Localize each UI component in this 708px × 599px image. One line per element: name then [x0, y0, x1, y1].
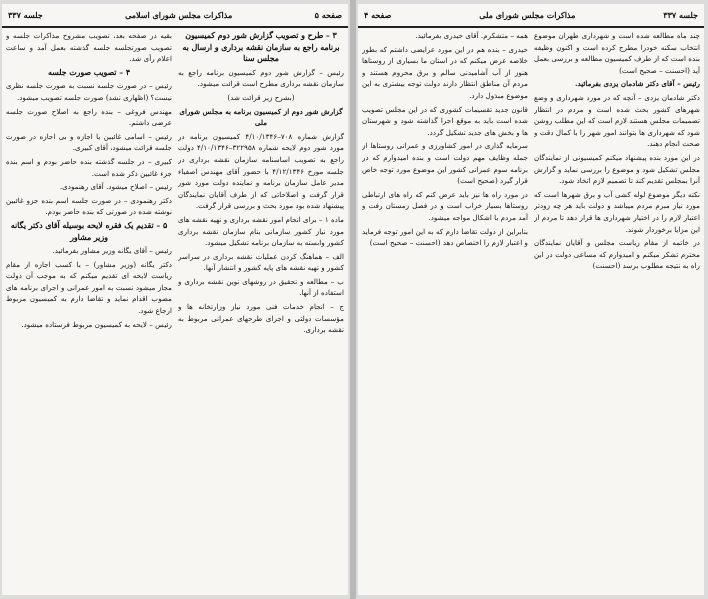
- text-column: [178, 30, 344, 591]
- paragraph: قانون جدید تقسیمات کشوری که در این مجلس تصویب شده است باید به موقع اجرا گذاشته شود و شهرستان ها و بخش های جدید تشکیل گردد.: [362, 104, 528, 137]
- text-column: [534, 30, 700, 591]
- paragraph: در خاتمه از مقام ریاست مجلس و آقایان نمایندگان محترم تشکر میکنم و امیدوارم که مساعی دولت در این راه به نتیجه مطلوب برسد (احسنت): [534, 238, 700, 271]
- paragraph: همه – متشکرم. آقای حیدری بفرمائید.: [415, 31, 528, 40]
- paragraph: رئیس – گزارش شور دوم کمیسیون برنامه راجع به سازمان نقشه برداری مطرح است قرائت میشود.: [178, 67, 344, 89]
- journal-title: مذاکرات مجلس شورای اسلامی: [125, 10, 233, 20]
- paragraph: در مورد راه ها نیز باید عرض کنم که راه های ارتباطی روستاها بسیار خراب است و در فصل زمستان رفت و آمد مردم با اشکال مواجه میشود.: [362, 189, 528, 222]
- paragraph: رئیس – اسامی غائبین با اجازه و بی اجازه در صورت جلسه قرائت میشود، آقای کبیری.: [6, 131, 172, 153]
- section-heading: ۵ – تقدیم یک فقره لایحه بوسیله آقای دکتر یگانه وزیر مشاور: [10, 220, 168, 242]
- book-gutter: [350, 0, 356, 599]
- left-page: [2, 4, 348, 595]
- paragraph: گزارش شور دوم از کمیسیون برنامه به مجلس شورای ملی: [179, 106, 343, 128]
- paragraph: بقیه در صفحه بعد، تصویب مشروح مذاکرات جلسه و تصویب صورتجلسه جلسه گذشته بعمل آمد و ساعت اعلام رأی شد.: [6, 31, 172, 64]
- paragraph: در این مورد بنده پیشنهاد میکنم کمیسیونی از نمایندگان مجلس تشکیل شود و موضوع را بررسی نماید و گزارش آنرا بمجلس تقدیم کند تا تصمیم لازم اتخاذ شود.: [534, 152, 700, 186]
- paragraph: رئیس – آقای یگانه وزیر مشاور بفرمائید.: [52, 246, 172, 256]
- right-page: [358, 4, 704, 595]
- paragraph: بنابراین از دولت تقاضا دارم که به این امور توجه فرماید و اعتبار لازم را اختصاص دهد (احسنت – صحیح است): [362, 226, 528, 248]
- section-heading: ۴ – تصویب صورت جلسه: [47, 67, 131, 77]
- page-label: صفحه ۵: [314, 10, 342, 20]
- text-column: [362, 30, 528, 591]
- left-page-columns: [6, 30, 344, 591]
- paragraph: سرمایه گذاری در امور کشاورزی و عمرانی روستاها از جمله وظایف مهم دولت است و بنده امیدوارم که در برنامه سوم عمرانی کشور این موضوع مورد توجه خاص قرار گیرد (صحیح است): [362, 141, 528, 186]
- text-column: [6, 30, 172, 591]
- paragraph: ماده ۱ – برای انجام امور نقشه برداری و تهیه نقشه های مورد نیاز کشور سازمانی بنام سازمان نقشه برداری کشور وابسته به سازمان برنامه تشکیل میشود.: [178, 214, 344, 248]
- paragraph: حیدری – بنده هم در این مورد عرایضی داشتم که بطور خلاصه عرض میکنم که در استان ما بسیاری از روستاها هنوز از آب آشامیدنی سالم و برق محروم هستند و مردم آن مناطق انتظار دارند دولت توجه بیشتری به این موضوع مبذول دارد.: [362, 44, 528, 100]
- paragraph: (بشرح زیر قرائت شد): [227, 92, 295, 102]
- paragraph: ج – انجام خدمات فنی مورد نیاز وزارتخانه ها و مؤسسات دولتی و اجرای طرحهای عمرانی مربوط به نقشه برداری.: [178, 302, 344, 335]
- section-heading: ۳ – طرح و تصویب گزارش شور دوم کمیسیون برنامه راجع به سازمان نقشه برداری و ارسال به مجلس سنا: [182, 31, 340, 64]
- session-label: جلسه ۳۳۷: [8, 10, 43, 20]
- paragraph: نکته دیگر موضوع لوله کشی آب و برق شهرها است که مورد نیاز مبرم مردم میباشد و دولت باید هر چه زودتر اعتبار لازم را در اختیار شهرداری ها قرار دهد تا مردم از این مزایا برخوردار شوند.: [534, 189, 700, 234]
- paragraph: دکتر یگانه (وزیر مشاور) – با کسب اجازه از مقام ریاست لایحه ای تقدیم میکنم که به موجب آن دولت مجاز میشود نسبت به امور عمرانی و اجرای برنامه های مصوب اقدام نماید و تقاضا دارم به کمیسیون مربوط ارجاع شود.: [6, 259, 172, 316]
- paragraph: الف – هماهنگ کردن عملیات نقشه برداری در سراسر کشور و تهیه نقشه های پایه کشور و انتشار آنها.: [178, 251, 344, 273]
- paragraph: رئیس – لایحه به کمیسیون مربوط فرستاده میشود.: [21, 319, 172, 329]
- paragraph: دکتر شادمان یزدی – آنچه که در مورد شهرداری و وضع شهرهای کشور بحث شده است و مردم در انتظار تصمیمات مجلس هستند لازم است که این مطلب روشن شود که شهرداری ها بتوانند امور شهر را با کمال دقت و صحت انجام دهند.: [534, 92, 700, 149]
- paragraph: دکتر رهنمودی – در صورت جلسه اسم بنده جزو غائبین نوشته شده در صورتی که بنده حاضر بودم.: [6, 195, 172, 217]
- paragraph: رئیس – در صورت جلسه نسبت به صورت جلسه نظری نیست؟ (اظهاری نشد) صورت جلسه تصویب میشود.: [6, 81, 172, 102]
- right-page-columns: [362, 30, 700, 591]
- paragraph: مهندس فروغی – بنده راجع به اصلاح صورت جلسه عرضی داشتم.: [6, 106, 172, 128]
- journal-title: مذاکرات مجلس شورای ملی: [479, 10, 576, 20]
- left-page-header: [2, 4, 348, 28]
- paragraph: رئیس – آقای دکتر شادمان یزدی بفرمائید.: [574, 79, 700, 89]
- paragraph: گزارش شماره ۷۰۸–۴/۱۰/۱۳۴۶ کمیسیون برنامه در مورد شور دوم لایحه شماره ۳۲۲۹۵۸–۴/۱۰/۱۳۴۶ دولت راجع به تصویب اساسنامه سازمان نقشه برداری در جلسه مورخ ۴/۱۲/۱۳۴۶ با حضور آقای مهندس اصفیاء مدیر عامل سازمان برنامه و نماینده دولت مورد شور قرار گرفت و اصلاحاتی که از طرف آقایان نمایندگان پیشنهاد شده بود مورد بحث و بررسی قرار گرفت.: [178, 131, 344, 211]
- paragraph: رئیس – اصلاح میشود. آقای رهنمودی.: [59, 182, 172, 192]
- right-page-header: [358, 4, 704, 28]
- paragraph: چند ماه مطالعه شده است و شهرداری طهران موضوع انتخاب سکنه خودرا مطرح کرده است و اکنون وظیفه بنده است که از طرف کمیسیون مطالعه و بررسی بعمل آید (احسنت – صحیح است): [534, 31, 700, 75]
- page-label: صفحه ۴: [364, 10, 392, 20]
- session-label: جلسه ۳۳۷: [663, 10, 698, 20]
- paragraph: کبیری – در جلسه گذشته بنده حاضر بودم و اسم بنده جزء غائبین ذکر شده است.: [6, 156, 172, 178]
- paragraph: ب – مطالعه و تحقیق در روشهای نوین نقشه برداری و استفاده از آنها.: [178, 276, 344, 298]
